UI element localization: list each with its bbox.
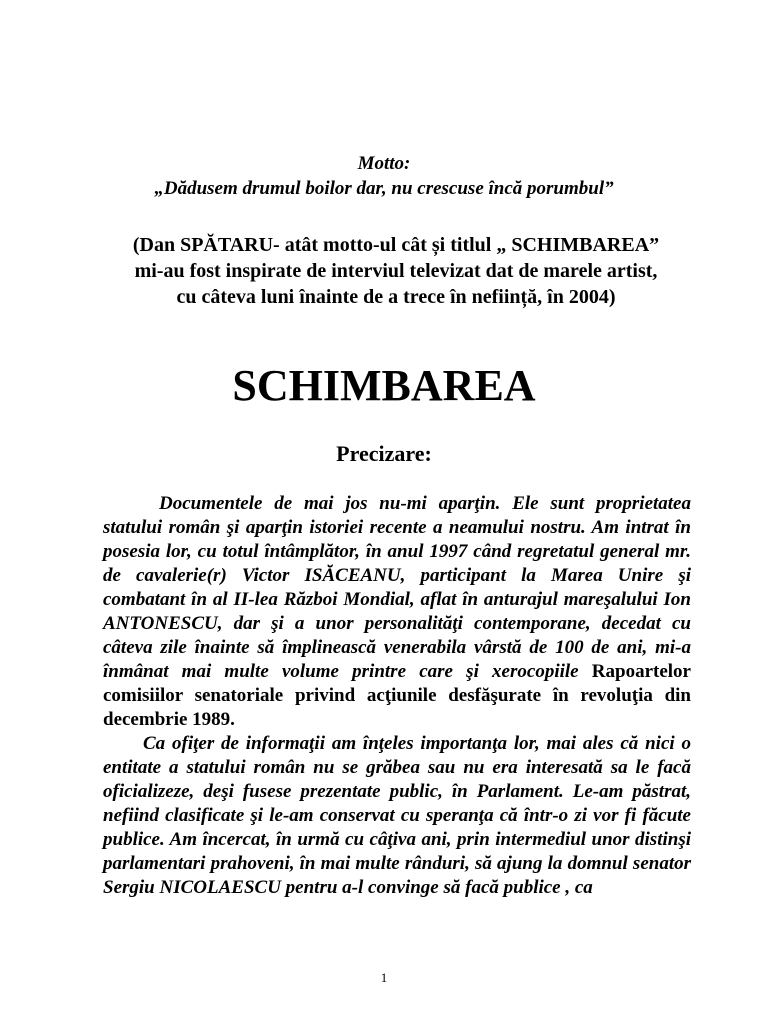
author-note [90,232,702,310]
paragraph-2: Ca ofiţer de informaţii am înţeles importanţa lor, mai ales că nici o entitate a statului român nu se grăbea sau nu era interesată sa le facă oficializeze, deşi fusese prezentate public, în Parlament. Le-am păstrat, nefiind clasificate şi le-am conservat cu speranţa că într-o zi vor fi făcute publice. Am încercat, în urmă cu câţiva ani, prin intermediul unor distinşi parlamentari prahoveni, în mai multe rânduri, să ajung la domnul senator Sergiu NICOLAESCU pentru a-l convinge să facă publice , ca [103,733,691,898]
document-title: SCHIMBAREA [232,361,536,410]
body-text [103,492,691,900]
section-heading: Precizare: [336,441,432,466]
author-note-line-3: cu câteva luni înainte de a trece în neființă, în 2004) [176,286,616,308]
paragraph-1-upright: Rapoartelor comisiilor senatoriale privind acţiunile desfăşurate în revoluţia din decembrie 1989. [103,661,691,730]
paragraph-1-italic: Documentele de mai jos nu-mi aparţin. Ele sunt proprietatea statului român şi aparţin istoriei recente a neamului nostru. Am intrat în posesia lor, cu totul întâmplător, în anul 1997 când regretatul general mr. de cavalerie(r) Victor ISĂCEANU, participant la Marea Unire şi combatant în al II-lea Război Mondial, aflat în anturajul mareşalului Ion ANTONESCU, dar şi a unor personalităţi contemporane, decedat cu câteva zile înainte să împlinească venerabila vârstă de 100 de ani, mi-a înmânat mai multe volume printre care şi xerocopiile [103,493,691,682]
author-note-line-1: (Dan SPĂTARU- atât motto-ul cât și titlul „ SCHIMBAREA” [132,234,660,256]
motto-quote: „Dădusem drumul boilor dar, nu crescuse încă porumbul” [154,178,614,199]
author-note-line-2: mi-au fost inspirate de interviul televizat dat de marele artist, [134,260,658,282]
motto-label: Motto: [357,153,411,174]
paragraph-1 [103,492,691,732]
page-number: 1 [380,970,388,985]
